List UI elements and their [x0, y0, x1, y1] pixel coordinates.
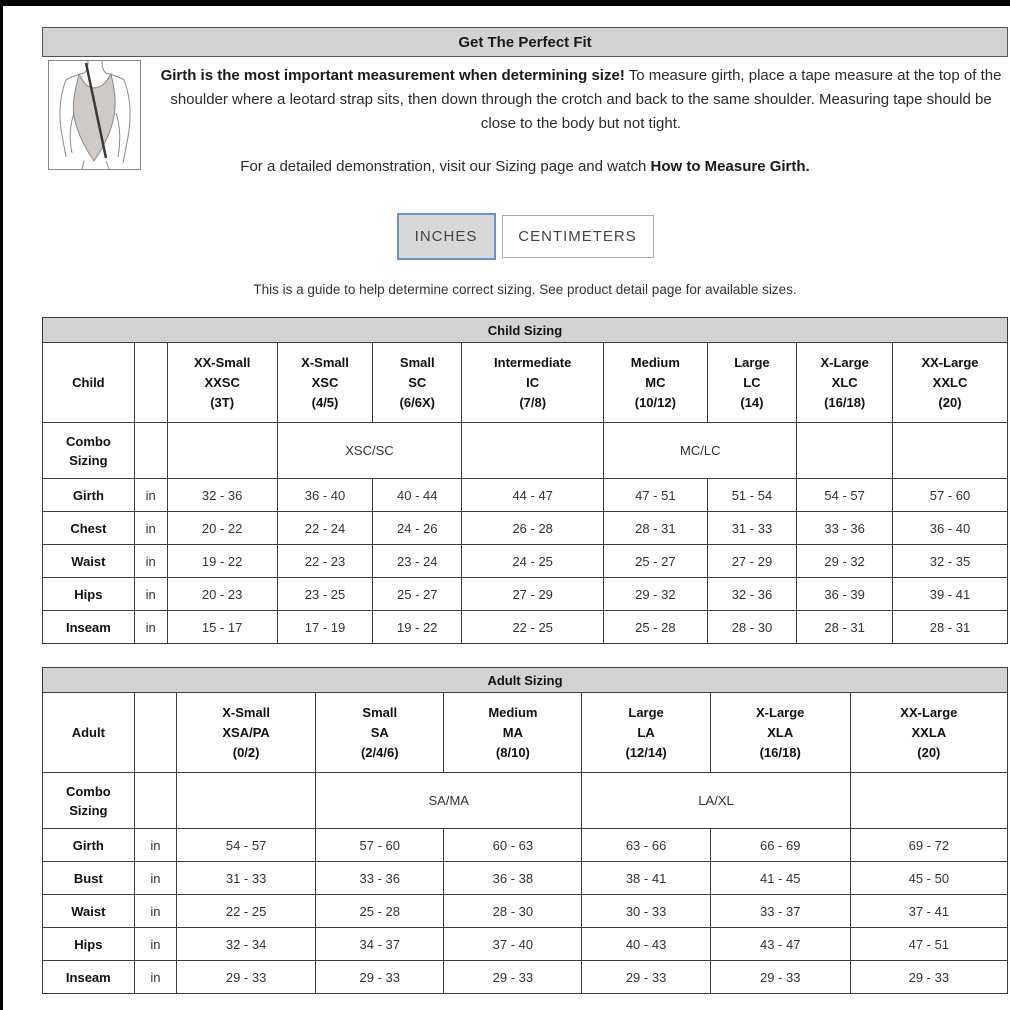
value-cell: 23 - 25	[277, 578, 373, 611]
value-cell: 33 - 36	[797, 512, 893, 545]
value-cell: 31 - 33	[707, 512, 797, 545]
combo-cell: MC/LC	[604, 423, 797, 479]
combo-label-line: Combo	[65, 433, 111, 449]
header-line: XX-Large	[921, 354, 979, 370]
size-column-header	[604, 343, 707, 423]
header-line: XX-Large	[900, 704, 958, 720]
measure-label: Waist	[43, 895, 135, 928]
header-line: XXSC	[204, 374, 240, 390]
combo-cell	[850, 773, 1007, 829]
demo-instructions-text: For a detailed demonstration, visit our Sizing page and watch	[240, 158, 651, 175]
adult-sizing-table	[42, 667, 1008, 994]
value-cell: 41 - 45	[710, 862, 850, 895]
header-line: X-Small	[301, 354, 349, 370]
leotard-figure-icon	[49, 61, 140, 169]
girth-measurement-illustration	[48, 60, 141, 170]
measurement-row	[43, 961, 1008, 994]
combo-cell	[177, 773, 316, 829]
value-cell: 33 - 37	[710, 895, 850, 928]
size-column-header	[444, 693, 582, 773]
combo-label-line: Combo	[65, 783, 111, 799]
header-line: XLC	[831, 374, 858, 390]
combo-cell: SA/MA	[316, 773, 582, 829]
header-line: XXLC	[932, 374, 968, 390]
value-cell: 45 - 50	[850, 862, 1007, 895]
group-label: Child	[43, 343, 135, 423]
header-line: (7/8)	[519, 394, 547, 410]
value-cell: 54 - 57	[177, 829, 316, 862]
value-cell: 25 - 27	[604, 545, 707, 578]
value-cell: 37 - 40	[444, 928, 582, 961]
unit-header-cell	[134, 343, 167, 423]
value-cell: 32 - 35	[892, 545, 1007, 578]
header-line: MC	[645, 374, 666, 390]
value-cell: 43 - 47	[710, 928, 850, 961]
value-cell: 27 - 29	[462, 578, 604, 611]
table-title: Adult Sizing	[43, 668, 1008, 693]
combo-sizing-row	[43, 423, 1008, 479]
value-cell: 24 - 25	[462, 545, 604, 578]
size-column-header	[707, 343, 797, 423]
header-line: Medium	[488, 704, 538, 720]
header-line: (16/18)	[759, 744, 801, 760]
measurement-row	[43, 545, 1008, 578]
measure-label: Waist	[43, 545, 135, 578]
value-cell: 29 - 32	[797, 545, 893, 578]
measurement-row	[43, 611, 1008, 644]
combo-cell	[797, 423, 893, 479]
value-cell: 37 - 41	[850, 895, 1007, 928]
measure-label: Bust	[43, 862, 135, 895]
size-column-header	[850, 693, 1007, 773]
header-line: XSA/PA	[222, 724, 270, 740]
value-cell: 38 - 41	[582, 862, 710, 895]
value-cell: 63 - 66	[582, 829, 710, 862]
girth-intro-section	[42, 60, 1008, 175]
unit-cell: in	[134, 479, 167, 512]
measure-label: Girth	[43, 829, 135, 862]
combo-cell	[462, 423, 604, 479]
combo-cell	[892, 423, 1007, 479]
girth-instructions-rest: To measure girth, place a tape measure at the top of the shoulder where a leotard strap sits, then down through the crotch and back to the same shoulder. Measuring tape should be close to the body but not tight.	[170, 67, 1002, 132]
value-cell: 17 - 19	[277, 611, 373, 644]
header-line: (16/18)	[824, 394, 866, 410]
header-line: LA	[637, 724, 655, 740]
header-line: MA	[502, 724, 524, 740]
unit-cell: in	[134, 512, 167, 545]
value-cell: 36 - 40	[277, 479, 373, 512]
value-cell: 29 - 33	[850, 961, 1007, 994]
measurement-row	[43, 829, 1008, 862]
left-edge-bar	[0, 0, 3, 1010]
combo-cell: XSC/SC	[277, 423, 461, 479]
sizing-guide-note: This is a guide to help determine correct sizing. See product detail page for available sizes.	[253, 282, 797, 297]
unit-cell: in	[134, 862, 176, 895]
value-cell: 34 - 37	[316, 928, 444, 961]
size-column-header	[167, 343, 277, 423]
combo-label-line: Sizing	[69, 452, 108, 468]
combo-label	[43, 773, 135, 829]
header-line: SC	[408, 374, 427, 390]
value-cell: 40 - 43	[582, 928, 710, 961]
value-cell: 36 - 40	[892, 512, 1007, 545]
value-cell: 40 - 44	[373, 479, 462, 512]
value-cell: 32 - 36	[707, 578, 797, 611]
size-header-row	[43, 693, 1008, 773]
size-column-header	[797, 343, 893, 423]
centimeters-button[interactable]: CENTIMETERS	[502, 215, 654, 258]
header-line: XX-Small	[193, 354, 251, 370]
measurement-row	[43, 479, 1008, 512]
value-cell: 25 - 28	[316, 895, 444, 928]
unit-header-cell	[134, 693, 176, 773]
header-line: (10/12)	[634, 394, 676, 410]
combo-cell	[167, 423, 277, 479]
inches-button[interactable]: INCHES	[397, 213, 496, 260]
value-cell: 44 - 47	[462, 479, 604, 512]
value-cell: 36 - 39	[797, 578, 893, 611]
value-cell: 29 - 33	[710, 961, 850, 994]
header-line: (14)	[740, 394, 764, 410]
sizing-guide-page	[42, 0, 1008, 994]
header-line: (20)	[938, 394, 962, 410]
measurement-row	[43, 862, 1008, 895]
combo-cell: LA/XL	[582, 773, 850, 829]
value-cell: 22 - 24	[277, 512, 373, 545]
unit-cell: in	[134, 611, 167, 644]
combo-sizing-row	[43, 773, 1008, 829]
value-cell: 39 - 41	[892, 578, 1007, 611]
value-cell: 22 - 25	[462, 611, 604, 644]
value-cell: 25 - 28	[604, 611, 707, 644]
child-sizing-table	[42, 317, 1008, 644]
header-line: LC	[743, 374, 761, 390]
header-line: (20)	[917, 744, 941, 760]
header-line: Large	[628, 704, 664, 720]
value-cell: 23 - 24	[373, 545, 462, 578]
value-cell: 66 - 69	[710, 829, 850, 862]
header-line: XXLA	[911, 724, 947, 740]
value-cell: 51 - 54	[707, 479, 797, 512]
size-header-row	[43, 343, 1008, 423]
unit-cell: in	[134, 928, 176, 961]
header-line: Large	[734, 354, 770, 370]
table-title-row	[43, 668, 1008, 693]
value-cell: 32 - 34	[177, 928, 316, 961]
value-cell: 27 - 29	[707, 545, 797, 578]
value-cell: 60 - 63	[444, 829, 582, 862]
measure-label: Inseam	[43, 611, 135, 644]
value-cell: 31 - 33	[177, 862, 316, 895]
header-line: Small	[362, 704, 398, 720]
value-cell: 29 - 33	[444, 961, 582, 994]
size-column-header	[462, 343, 604, 423]
size-column-header	[710, 693, 850, 773]
combo-label-line: Sizing	[69, 802, 108, 818]
value-cell: 28 - 31	[892, 611, 1007, 644]
measure-label: Inseam	[43, 961, 135, 994]
value-cell: 30 - 33	[582, 895, 710, 928]
value-cell: 29 - 33	[316, 961, 444, 994]
value-cell: 25 - 27	[373, 578, 462, 611]
value-cell: 20 - 23	[167, 578, 277, 611]
value-cell: 29 - 32	[604, 578, 707, 611]
leotard-shape	[73, 74, 115, 161]
value-cell: 57 - 60	[316, 829, 444, 862]
header-line: X-Large	[820, 354, 869, 370]
value-cell: 69 - 72	[850, 829, 1007, 862]
demo-instructions-bold: How to Measure Girth.	[650, 158, 810, 175]
header-line: X-Small	[222, 704, 270, 720]
header-line: Medium	[630, 354, 680, 370]
unit-combo-cell	[134, 773, 176, 829]
header-line: IC	[526, 374, 540, 390]
measurement-row	[43, 512, 1008, 545]
header-line: (6/6X)	[399, 394, 435, 410]
group-label: Adult	[43, 693, 135, 773]
value-cell: 28 - 31	[604, 512, 707, 545]
measure-label: Girth	[43, 479, 135, 512]
value-cell: 28 - 31	[797, 611, 893, 644]
header-line: Small	[399, 354, 435, 370]
unit-cell: in	[134, 545, 167, 578]
header-line: (2/4/6)	[360, 744, 399, 760]
value-cell: 22 - 23	[277, 545, 373, 578]
value-cell: 28 - 30	[707, 611, 797, 644]
header-line: (12/14)	[625, 744, 667, 760]
unit-cell: in	[134, 829, 176, 862]
value-cell: 24 - 26	[373, 512, 462, 545]
unit-cell: in	[134, 961, 176, 994]
table-title: Child Sizing	[43, 318, 1008, 343]
value-cell: 29 - 33	[582, 961, 710, 994]
measure-label: Chest	[43, 512, 135, 545]
measure-label: Hips	[43, 578, 135, 611]
value-cell: 28 - 30	[444, 895, 582, 928]
value-cell: 19 - 22	[373, 611, 462, 644]
unit-toggle	[42, 213, 1008, 260]
value-cell: 20 - 22	[167, 512, 277, 545]
header-line: (8/10)	[495, 744, 530, 760]
measure-label: Hips	[43, 928, 135, 961]
table-title-row	[43, 318, 1008, 343]
header-line: XSC	[311, 374, 339, 390]
header-line: SA	[370, 724, 389, 740]
unit-combo-cell	[134, 423, 167, 479]
value-cell: 32 - 36	[167, 479, 277, 512]
size-column-header	[373, 343, 462, 423]
header-line: (4/5)	[311, 394, 339, 410]
size-column-header	[892, 343, 1007, 423]
measurement-row	[43, 895, 1008, 928]
header-line: (3T)	[210, 394, 235, 410]
value-cell: 29 - 33	[177, 961, 316, 994]
measurement-row	[43, 928, 1008, 961]
size-column-header	[277, 343, 373, 423]
header-line: XLA	[767, 724, 794, 740]
value-cell: 15 - 17	[167, 611, 277, 644]
unit-cell: in	[134, 895, 176, 928]
combo-label	[43, 423, 135, 479]
page-title: Get The Perfect Fit	[458, 33, 592, 51]
girth-instructions-bold: Girth is the most important measurement when determining size!	[160, 67, 625, 84]
header-line: (0/2)	[232, 744, 260, 760]
value-cell: 57 - 60	[892, 479, 1007, 512]
page-title-bar	[42, 27, 1008, 57]
demo-instructions	[42, 158, 1008, 175]
size-column-header	[316, 693, 444, 773]
size-column-header	[177, 693, 316, 773]
value-cell: 19 - 22	[167, 545, 277, 578]
header-line: Intermediate	[494, 354, 572, 370]
size-column-header	[582, 693, 710, 773]
value-cell: 26 - 28	[462, 512, 604, 545]
value-cell: 54 - 57	[797, 479, 893, 512]
value-cell: 33 - 36	[316, 862, 444, 895]
value-cell: 47 - 51	[850, 928, 1007, 961]
measurement-row	[43, 578, 1008, 611]
header-line: X-Large	[756, 704, 805, 720]
unit-cell: in	[134, 578, 167, 611]
value-cell: 36 - 38	[444, 862, 582, 895]
value-cell: 47 - 51	[604, 479, 707, 512]
value-cell: 22 - 25	[177, 895, 316, 928]
girth-instructions	[154, 60, 1008, 136]
